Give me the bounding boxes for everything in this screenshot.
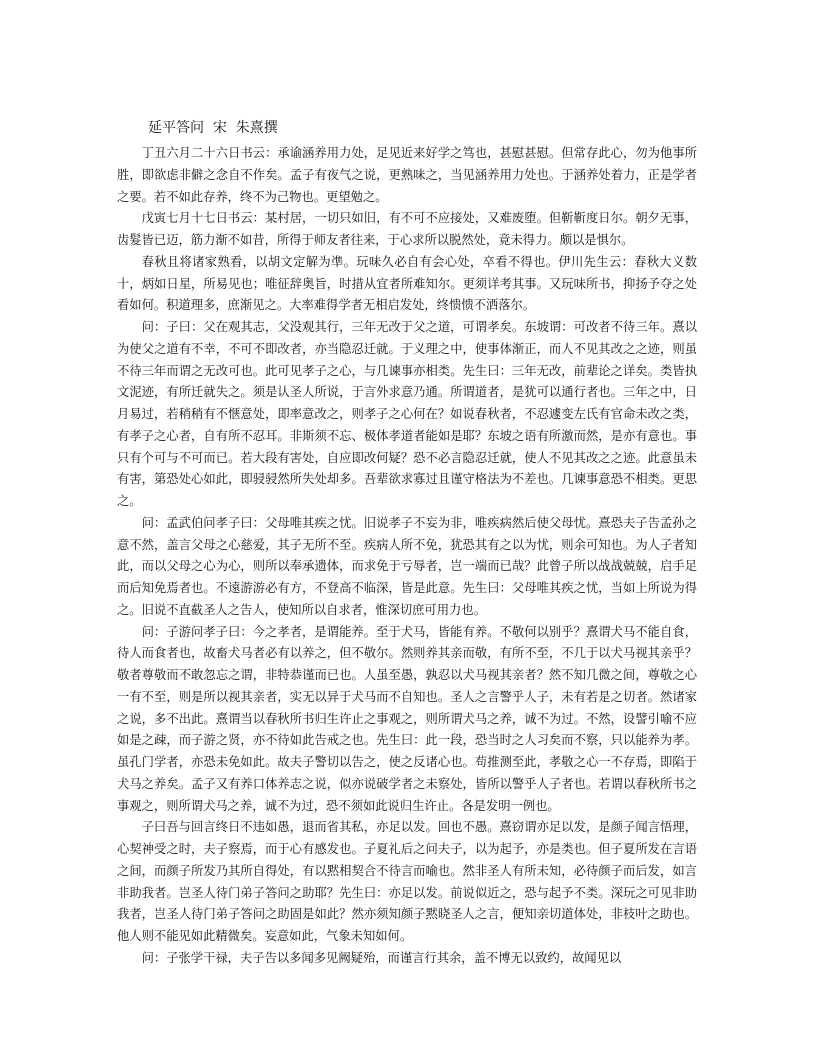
paragraph: 问：子张学干禄，夫子告以多闻多见阙疑殆，而谨言行其余，盖不博无以致约，故闻见以: [141, 950, 622, 965]
paragraph: 丁丑六月二十六日书云：承谕涵养用力处，足见近来好学之笃也，甚慰甚慰。但常存此心，勿为他事所胜，即欲虑非僻之念自不作矣。孟子有夜气之说，更熟味之，当见涵养用力处也。于涵养处着力，正是学者之要。若不如此存养，终不为己物也。更望勉之。: [117, 146, 697, 204]
paragraph: 子曰吾与回言终日不违如愚，退而省其私，亦足以发。回也不愚。熹窃谓亦足以发，是颜子闻言悟理，心契神受之时，夫子察焉，而于心有感发也。子夏礼后之问夫子，以为起予，亦是类也。但子夏所发在言语之间，而颜子所发乃其所自得处，有以黙相契合不待言而喻也。然非圣人有所未知，必待颜子而后发，如言非助我者。岂圣人待门弟子答问之助耶？先生曰：亦足以发。前说似近之，恐与起予不类。深玩之可见非助我者，岂圣人待门弟子答问之助固是如此？然亦须知颜子黙晓圣人之言，便知亲切道体处，非枝叶之助也。他人则不能见如此精微矣。妄意如此，气象未知如何。: [117, 820, 697, 943]
paragraph: 问：子游问孝子曰：今之孝者，是谓能养。至于犬马，皆能有养。不敬何以别乎？熹谓犬马不能自食，待人而食者也，故畜犬马者必有以养之，但不敬尔。然则养其亲而敬，有所不至，不几于以犬马视其亲乎？敬者尊敬而不敢忽忘之谓，非特恭谨而已也。人虽至愚，孰忍以犬马视其亲者？然不知几微之间，尊敬之心一有不至，则是所以视其亲者，实无以异于犬马而不自知也。圣人之言警乎人子，未有若是之切者。然诸家之说，多不出此。熹谓当以春秋所书归生许止之事观之，则所谓犬马之养，诚不为过。不然，设譬引喻不应如是之疎，而子游之贤，亦不待如此告戒之也。先生曰：此一段，恐当时之人习矣而不察，只以能养为孝。虽孔门学者，亦恐未免如此。故夫子警切以告之，使之反诸心也。苟推测至此，孝敬之心一不存焉，即陷于犬马之养矣。孟子又有养口体养志之说，似亦说破学者之未察处，皆所以警乎人子者也。若谓以春秋所书之事观之，则所谓犬马之养，诚不为过，恐不须如此说归生许止。各是发明一例也。: [117, 624, 697, 813]
document-title: 延平答问 宋 朱熹撰: [148, 120, 278, 136]
paragraph: 戊寅七月十七日书云：某村居，一切只如旧，有不可不应接处，又难废堕。但靳靳度日尔。朝夕无事，齿髮皆已迈，筋力渐不如昔，所得于师友者往来，于心求所以脱然处，竟未得力。颇以是惧尔。: [117, 211, 697, 247]
paragraph: 春秋且将诸家熟看，以胡文定解为凖。玩味久必自有会心处，卒看不得也。伊川先生云：春秋大义数十，炳如日星，所易见也；唯征辞奥旨，时措从宜者所难知尔。更须详考其事。又玩味所书，抑扬予夺之处看如何。积道理多，庶渐见之。大率难得学者无相启发处，终愦愦不洒落尔。: [117, 254, 697, 313]
document-body: [117, 143, 697, 970]
paragraph: 问：孟武伯问孝子曰：父母唯其疾之忧。旧说孝子不妄为非，唯疾病然后使父母忧。熹恐夫子告孟孙之意不然，盖言父母之心慈爱，其子无所不至。疾病人所不免，犹恐其有之以为忧，则余可知也。为人子者知此，而以父母之心为心，则所以奉承遗体，而求免于亏辱者，岂一端而已哉？此曾子所以战战兢兢，启手足而后知免焉者也。不遠游游必有方，不登高不临深，皆是此意。先生曰：父母唯其疾之忧，当如上所说为得之。旧说不直截圣人之告人，使知所以自求者，惟深切庶可用力也。: [117, 515, 697, 617]
paragraph: 问：子曰：父在观其志，父没观其行，三年无改于父之道，可谓孝矣。东坡谓：可改者不待三年。熹以为使父之道有不幸，不可不即改者，亦当隐忍迁就。于义理之中，使事体渐正，而人不见其改之之迹，则虽不待三年而谓之无改可也。此可见孝子之心，与几谏事亦相类。先生曰：三年无改，前辈论之详矣。类皆执文泥迹，有所迁就失之。须是认圣人所说，于言外求意乃通。所谓道者，是犹可以通行者也。三年之中，日月易过，若稍稍有不惬意处，即率意改之，则孝子之心何在？如说春秋者，不忍遽变左氏有官命未改之类，有孝子之心者，自有所不忍耳。非斯须不忘、极体孝道者能如是耶？东坡之语有所激而然，是亦有意也。事只有个可与不可而已。若大段有害处，自应即改何疑？恐不必言隐忍迁就，使人不见其改之之迹。此意虽未有害，第恐处心如此，即骎骎然所失处却多。吾辈欲求寡过且谨守格法为不差也。几谏事意恐不相类。更思之。: [117, 320, 697, 508]
